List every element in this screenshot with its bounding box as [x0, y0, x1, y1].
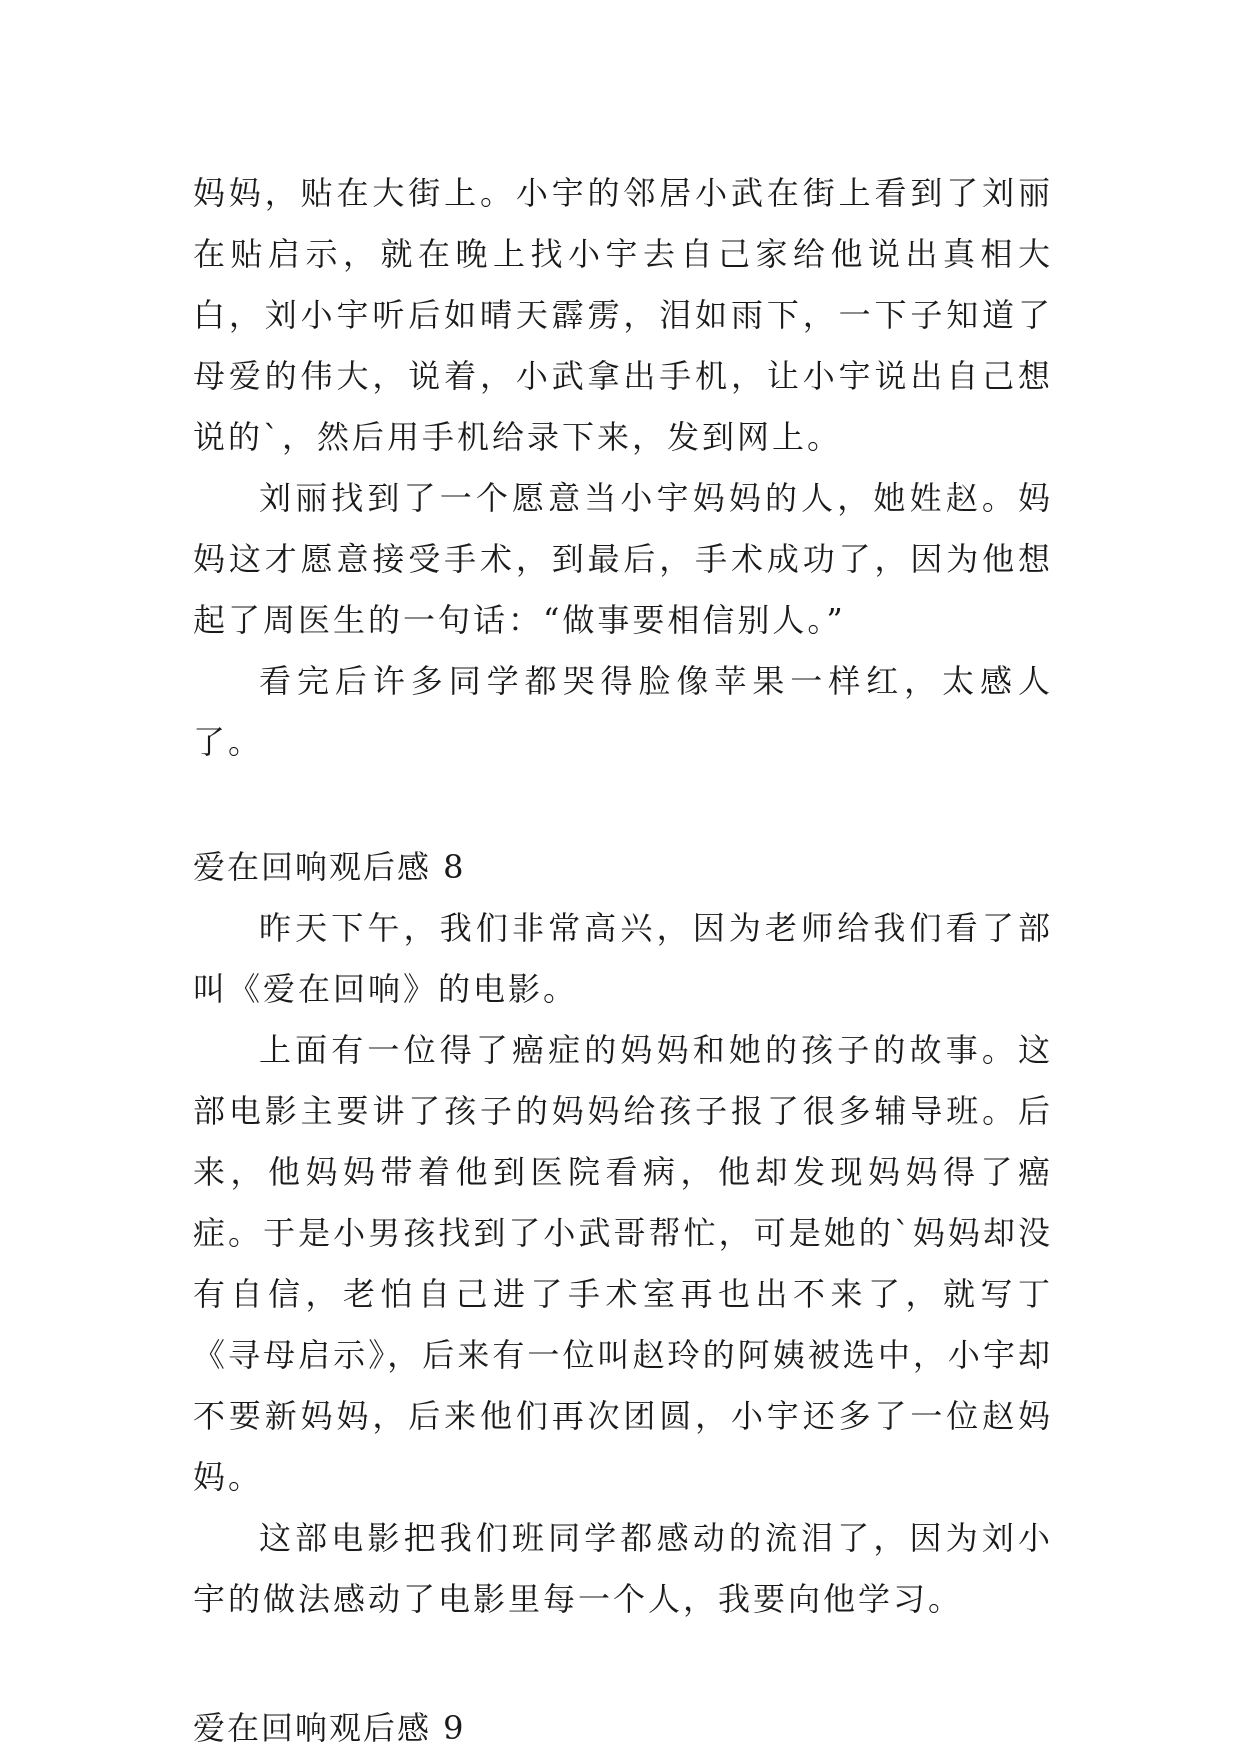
paragraph: 刘丽找到了一个愿意当小宇妈妈的人，她姓赵。妈妈这才愿意接受手术，到最后，手术成功了，因为他想起了周医生的一句话：“做事要相信别人。”	[193, 479, 1053, 639]
paragraph: 昨天下午，我们非常高兴，因为老师给我们看了部叫《爱在回响》的电影。	[193, 909, 1053, 1008]
section-spacer	[193, 773, 1053, 837]
paragraph: 上面有一位得了癌症的妈妈和她的孩子的故事。这部电影主要讲了孩子的妈妈给孩子报了很多辅导班。后来，他妈妈带着他到医院看病，他却发现妈妈得了癌症。于是小男孩找到了小武哥帮忙，可是她的`妈妈却没有自信，老怕自己进了手术室再也出不来了，就写丁《寻母启示》，后来有一位叫赵玲的阿姨被选中，小宇却不要新妈妈，后来他们再次团圆，小宇还多了一位赵妈妈。	[193, 1031, 1053, 1496]
section-spacer	[193, 1630, 1053, 1698]
paragraph: 这部电影把我们班同学都感动的流泪了，因为刘小宇的做法感动了电影里每一个人，我要向他学习。	[193, 1519, 1053, 1618]
paragraph: 妈妈，贴在大街上。小宇的邻居小武在街上看到了刘丽在贴启示，就在晚上找小宇去自己家给他说出真相大白，刘小宇听后如晴天霹雳，泪如雨下，一下子知道了母爱的伟大，说着，小武拿出手机，让小宇说出自己想说的`，然后用手机给录下来，发到网上。	[193, 174, 1053, 456]
paragraph: 看完后许多同学都哭得脸像苹果一样红，太感人了。	[193, 662, 1053, 761]
document-body	[193, 163, 1053, 1759]
section-heading: 爱在回响观后感 9	[193, 1709, 466, 1747]
section-heading: 爱在回响观后感 8	[193, 848, 466, 886]
